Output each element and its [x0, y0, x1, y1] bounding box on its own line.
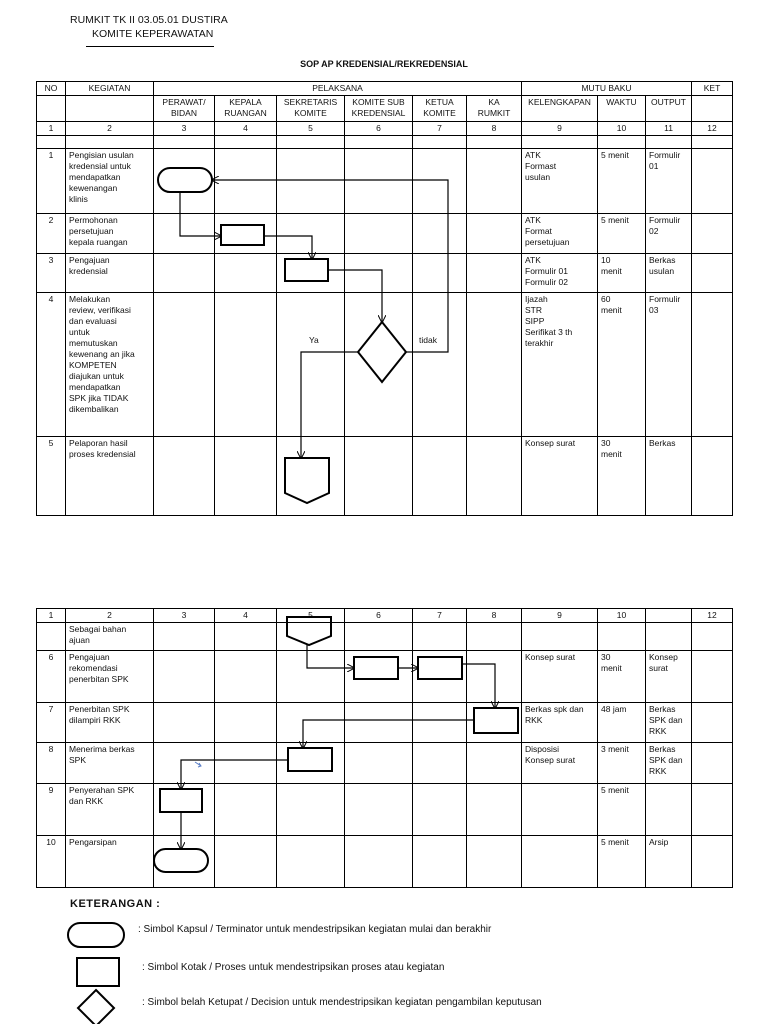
table-row	[37, 743, 733, 784]
row-no: 9	[37, 784, 66, 836]
row-kegiatan: Penerbitan SPK dilampiri RKK	[66, 703, 154, 743]
row-kelengkapan: Konsep surat	[522, 437, 598, 516]
col-number: 3	[154, 609, 215, 623]
th-actor: KOMITE SUB KREDENSIAL	[345, 96, 413, 122]
row-waktu: 5 menit	[598, 836, 646, 888]
col-number: 1	[37, 609, 66, 623]
row-kelengkapan: ATK Formulir 01 Formulir 02	[522, 254, 598, 293]
legend-decision-text: : Simbol belah Ketupat / Decision untuk mendestripsikan kegiatan pengambilan keputusan	[142, 997, 542, 1008]
row-no: 10	[37, 836, 66, 888]
table-row	[37, 703, 733, 743]
sop-table-2	[36, 608, 733, 888]
table-row	[37, 651, 733, 703]
org-name: RUMKIT TK II 03.05.01 DUSTIRA	[70, 14, 228, 26]
row-no: 2	[37, 214, 66, 254]
label-ya: Ya	[309, 335, 319, 345]
row-kelengkapan: ATK Formast usulan	[522, 149, 598, 214]
th-kegiatan: KEGIATAN	[66, 82, 154, 96]
row-kegiatan: Pengisian usulan kredensial untuk mendapatkan kewenangan klinis	[66, 149, 154, 214]
th-mutu: OUTPUT	[646, 96, 692, 122]
col-number: 8	[467, 122, 522, 136]
col-number: 2	[66, 609, 154, 623]
row-output: Formulir 03	[646, 293, 692, 437]
table-row	[37, 836, 733, 888]
th-mutu: WAKTU	[598, 96, 646, 122]
th-mutu: KELENGKAPAN	[522, 96, 598, 122]
th-mutu-baku: MUTU BAKU	[522, 82, 692, 96]
th-no: NO	[37, 82, 66, 96]
col-number: 11	[646, 122, 692, 136]
col-number	[646, 609, 692, 623]
legend-process-text: : Simbol Kotak / Proses untuk mendestripsikan proses atau kegiatan	[142, 962, 445, 973]
row-output: Berkas usulan	[646, 254, 692, 293]
row-output: Arsip	[646, 836, 692, 888]
row-kelengkapan	[522, 836, 598, 888]
row-waktu: 48 jam	[598, 703, 646, 743]
row-kelengkapan	[522, 784, 598, 836]
row-output: Konsep surat	[646, 651, 692, 703]
table-row	[37, 293, 733, 437]
row-no: 4	[37, 293, 66, 437]
col-number: 4	[215, 122, 277, 136]
table-row	[37, 784, 733, 836]
col-number: 7	[413, 122, 467, 136]
col-number: 10	[598, 122, 646, 136]
th-actor: KETUA KOMITE	[413, 96, 467, 122]
row-waktu: 5 menit	[598, 149, 646, 214]
row-output	[646, 784, 692, 836]
th-actor: KA RUMKIT	[467, 96, 522, 122]
legend-decision-icon	[78, 990, 114, 1024]
row-kegiatan: Menerima berkas SPK	[66, 743, 154, 784]
row-output	[646, 623, 692, 651]
row-waktu: 3 menit	[598, 743, 646, 784]
row-no: 1	[37, 149, 66, 214]
th-actor: SEKRETARIS KOMITE	[277, 96, 345, 122]
legend-process-icon	[77, 958, 119, 986]
row-output: Berkas	[646, 437, 692, 516]
row-kegiatan: Penyerahan SPK dan RKK	[66, 784, 154, 836]
col-number: 9	[522, 609, 598, 623]
row-output: Berkas SPK dan RKK	[646, 743, 692, 784]
col-number: 9	[522, 122, 598, 136]
row-kegiatan: Pengajuan kredensial	[66, 254, 154, 293]
sop-table-1	[36, 81, 733, 516]
col-number: 10	[598, 609, 646, 623]
row-no: 8	[37, 743, 66, 784]
th-actor: PERAWAT/ BIDAN	[154, 96, 215, 122]
row-kegiatan: Pengarsipan	[66, 836, 154, 888]
row-kelengkapan: Berkas spk dan RKK	[522, 703, 598, 743]
row-waktu: 10 menit	[598, 254, 646, 293]
legend-terminator-text: : Simbol Kapsul / Terminator untuk mendestripsikan kegiatan mulai dan berakhir	[138, 924, 492, 935]
col-number: 8	[467, 609, 522, 623]
col-number: 6	[345, 609, 413, 623]
row-kegiatan: Sebagai bahan ajuan	[66, 623, 154, 651]
col-number: 6	[345, 122, 413, 136]
col-number: 7	[413, 609, 467, 623]
legend-title: KETERANGAN :	[70, 898, 161, 910]
col-number: 3	[154, 122, 215, 136]
col-number: 4	[215, 609, 277, 623]
row-no: 5	[37, 437, 66, 516]
row-no: 7	[37, 703, 66, 743]
table-row	[37, 437, 733, 516]
label-tidak: tidak	[419, 335, 437, 345]
col-number: 2	[66, 122, 154, 136]
row-waktu: 30 menit	[598, 437, 646, 516]
table-row	[37, 149, 733, 214]
row-kelengkapan: ATK Format persetujuan	[522, 214, 598, 254]
th-ket: KET	[692, 82, 733, 96]
row-no: 3	[37, 254, 66, 293]
committee-name: KOMITE KEPERAWATAN	[92, 28, 214, 40]
row-kelengkapan: Disposisi Konsep surat	[522, 743, 598, 784]
col-number: 12	[692, 122, 733, 136]
row-kelengkapan: Konsep surat	[522, 651, 598, 703]
row-kelengkapan	[522, 623, 598, 651]
col-number: 1	[37, 122, 66, 136]
th-actor: KEPALA RUANGAN	[215, 96, 277, 122]
row-waktu: 30 menit	[598, 651, 646, 703]
row-waktu	[598, 623, 646, 651]
row-no: 6	[37, 651, 66, 703]
row-kelengkapan: Ijazah STR SIPP Serifikat 3 th terakhir	[522, 293, 598, 437]
row-no	[37, 623, 66, 651]
row-output: Formulir 02	[646, 214, 692, 254]
row-waktu: 5 menit	[598, 214, 646, 254]
col-number: 5	[277, 122, 345, 136]
legend-terminator-icon	[68, 923, 124, 947]
row-output: Formulir 01	[646, 149, 692, 214]
row-waktu: 60 menit	[598, 293, 646, 437]
col-number: 5	[277, 609, 345, 623]
row-waktu: 5 menit	[598, 784, 646, 836]
table-row	[37, 254, 733, 293]
row-output: Berkas SPK dan RKK	[646, 703, 692, 743]
row-kegiatan: Pelaporan hasil proses kredensial	[66, 437, 154, 516]
th-pelaksana: PELAKSANA	[154, 82, 522, 96]
col-number: 12	[692, 609, 733, 623]
row-kegiatan: Melakukan review, verifikasi dan evaluasi untuk memutuskan kewenang an jika KOMPETEN diajukan untuk mendapatkan SPK jika TIDAK dikembalikan	[66, 293, 154, 437]
row-kegiatan: Permohonan persetujuan kepala ruangan	[66, 214, 154, 254]
header-underline	[86, 46, 214, 47]
doc-title: SOP AP KREDENSIAL/REKREDENSIAL	[300, 59, 468, 69]
table-row	[37, 623, 733, 651]
row-kegiatan: Pengajuan rekomendasi penerbitan SPK	[66, 651, 154, 703]
table-row	[37, 214, 733, 254]
